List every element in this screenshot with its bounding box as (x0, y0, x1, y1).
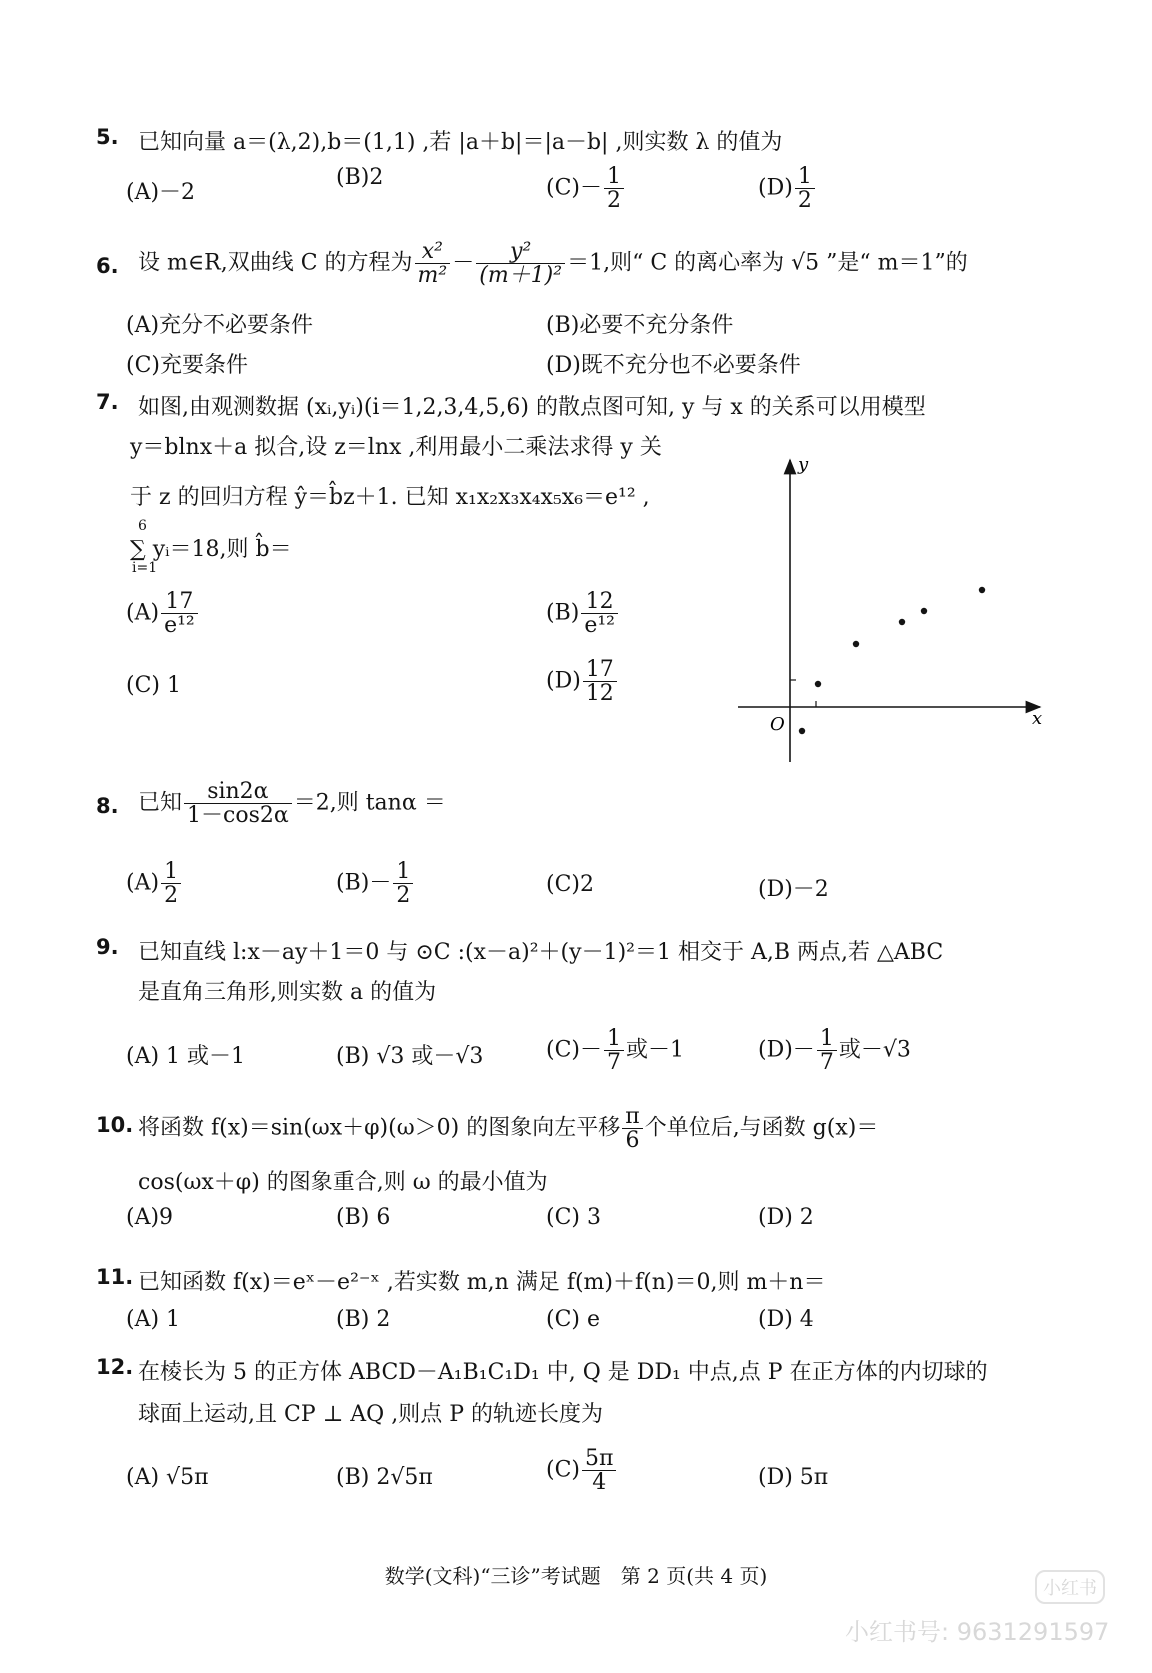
option-c: (C)2 (546, 872, 594, 897)
question-number: 10. (96, 1113, 134, 1137)
y-axis-label: y (798, 454, 809, 475)
question-stem-line-3: 于 z 的回归方程 ŷ＝b̂z＋1. 已知 x₁x₂x₃x₄x₅x₆＝e¹² , (130, 485, 650, 510)
option-c: (C) $\frac{5\pi}{4}$ (546, 1447, 618, 1494)
option-b: (B) 2 (336, 1307, 391, 1332)
option-c: (C) 3 (546, 1205, 601, 1230)
option-c: (C) 1 (126, 673, 181, 698)
option-b: (B)2 (336, 165, 384, 190)
data-point (799, 728, 805, 734)
option-c: (C) e (546, 1307, 601, 1332)
question-stem: 设 m∈R,双曲线 C 的方程为 $\frac{\text{x²}}{\text{m²}}$ － $\frac{\text{y²}}{\text{(m＋1)²}}$ ＝1,则“ C 的离心率为 √5 ”是“ m＝1”的 (138, 239, 968, 289)
watermark-logo: 小红书 (1035, 1570, 1105, 1604)
option-d: (D) 5π (758, 1465, 829, 1490)
question-stem-line-1: 将函数 f(x)＝sin(ωx＋φ)(ω＞0) 的图象向左平移 $\frac{\pi}{6}$ 个单位后,与函数 g(x)＝ (138, 1104, 879, 1154)
option-a: (A) 1 或－1 (126, 1044, 246, 1069)
sum-lower-limit: i=1 (132, 560, 158, 576)
option-a: (A)9 (126, 1205, 174, 1230)
option-d: (D) $\frac{17}{12}$ (546, 658, 619, 705)
page-footer: 数学(文科)“三诊”考试题 第 2 页(共 4 页) (384, 1564, 768, 1588)
question-number: 12. (96, 1355, 134, 1379)
option-b: (B)－ $\frac{1}{2}$ (336, 860, 415, 907)
option-c: (C)－ $\frac{1}{7}$ 或－1 (546, 1026, 684, 1076)
question-stem-line-1: 已知直线 l:x－ay＋1＝0 与 ⊙C :(x－a)²＋(y－1)²＝1 相交于 A,B 两点,若 △ABC (138, 940, 944, 965)
question-stem: 已知函数 f(x)＝eˣ－e²⁻ˣ ,若实数 m,n 满足 f(m)＋f(n)＝0,则 m＋n＝ (138, 1270, 826, 1295)
data-point (899, 619, 905, 625)
option-b: (B)必要不充分条件 (546, 313, 734, 338)
question-stem: 已知向量 a＝(λ,2),b＝(1,1) ,若 |a＋b|＝|a－b| ,则实数 λ 的值为 (138, 130, 783, 155)
option-b: (B) 2√5π (336, 1465, 433, 1490)
question-stem-line-4: 6 i=1 ∑ yᵢ＝18,则 b̂＝ (130, 518, 292, 576)
option-d: (D) 4 (758, 1307, 814, 1332)
option-a: (A) 1 (126, 1307, 181, 1332)
question-stem-line-2: y＝blnx＋a 拟合,设 z＝lnx ,利用最小二乘法求得 y 关 (130, 435, 662, 460)
option-a: (A) $\frac{1}{2}$ (126, 860, 183, 907)
watermark-id: 小红书号: 9631291597 (845, 1618, 1110, 1646)
question-number: 8. (96, 794, 119, 818)
data-point (815, 681, 821, 687)
question-stem-line-2: cos(ωx＋φ) 的图象重合,则 ω 的最小值为 (138, 1170, 548, 1195)
question-stem-line-1: 在棱长为 5 的正方体 ABCD－A₁B₁C₁D₁ 中, Q 是 DD₁ 中点,点 P 在正方体的内切球的 (138, 1360, 988, 1385)
option-a: (A)充分不必要条件 (126, 313, 314, 338)
option-d: (D) $\frac{1}{2}$ (758, 165, 817, 212)
question-stem: 已知 $\frac{\sin 2\alpha}{1-\cos 2\alpha}$ ＝2,则 tanα ＝ (138, 779, 446, 829)
option-d: (D) 2 (758, 1205, 814, 1230)
question-number: 9. (96, 935, 119, 959)
data-point (921, 608, 927, 614)
question-stem-line-2: 是直角三角形,则实数 a 的值为 (138, 980, 437, 1005)
option-b: (B) 6 (336, 1205, 391, 1230)
option-b: (B) √3 或－√3 (336, 1044, 484, 1069)
data-point (853, 641, 859, 647)
question-stem-line-2: 球面上运动,且 CP ⊥ AQ ,则点 P 的轨迹长度为 (138, 1402, 603, 1427)
question-number: 11. (96, 1265, 134, 1289)
scatter-plot (738, 452, 1048, 770)
origin-label: O (770, 714, 785, 735)
option-a: (A) $\frac{17}{\text{e¹²}}$ (126, 590, 200, 637)
option-d: (D)既不充分也不必要条件 (546, 353, 801, 378)
option-d: (D)－2 (758, 877, 829, 902)
option-a: (A) √5π (126, 1465, 209, 1490)
question-stem-line-1: 如图,由观测数据 (xᵢ,yᵢ)(i＝1,2,3,4,5,6) 的散点图可知, y 与 x 的关系可以用模型 (138, 395, 926, 420)
option-b: (B) $\frac{12}{\text{e¹²}}$ (546, 590, 620, 637)
data-point (979, 587, 985, 593)
question-number: 5. (96, 125, 119, 149)
option-c: (C)充要条件 (126, 353, 248, 378)
option-a: (A)－2 (126, 180, 196, 205)
x-axis-label: x (1032, 708, 1043, 729)
sum-upper-limit: 6 (138, 518, 147, 534)
question-number: 7. (96, 390, 119, 414)
question-number: 6. (96, 254, 119, 278)
option-d: (D)－ $\frac{1}{7}$ 或－√3 (758, 1026, 911, 1076)
option-c: (C)－ $\frac{1}{2}$ (546, 165, 626, 212)
